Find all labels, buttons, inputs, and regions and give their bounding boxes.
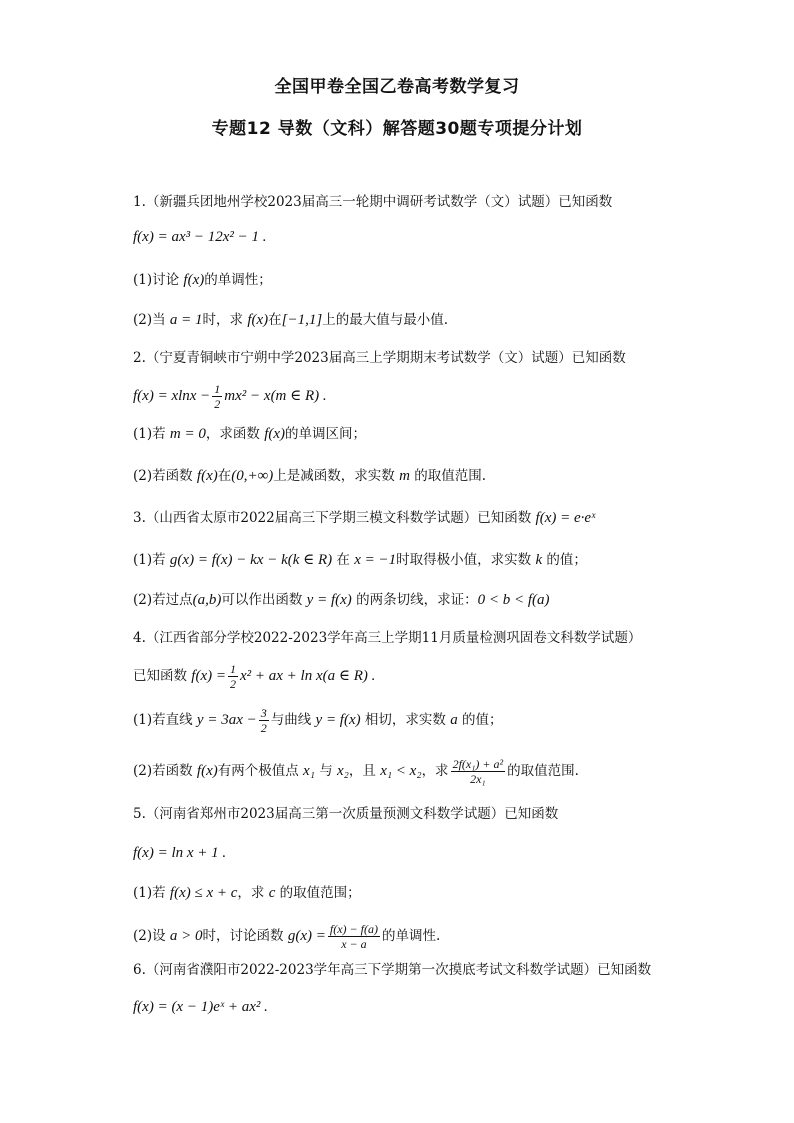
q5-part2: (2)设 a > 0时，讨论函数 g(x) = $\frac{f(x) - f(a)}{x - a}$ 的单调性. bbox=[133, 922, 441, 951]
q4-source: 4.（江西省部分学校2022-2023学年高三上学期11月质量检测巩固卷文科数学试题） bbox=[133, 630, 642, 646]
q5-function: f(x) = ln x + 1 . bbox=[133, 845, 227, 861]
fraction: $\frac{f(x) - f(a)}{x - a}$ bbox=[329, 922, 378, 951]
q6-source: 6.（河南省濮阳市2022-2023学年高三下学期第一次摸底考试文科数学试题）已知函数 bbox=[133, 962, 652, 978]
fraction: $\frac{3}{2}$ bbox=[260, 706, 267, 735]
q6-function: f(x) = (x − 1)eˣ + ax² . bbox=[133, 999, 268, 1015]
q5-source: 5.（河南省郑州市2023届高三第一次质量预测文科数学试题）已知函数 bbox=[133, 806, 559, 822]
q2-source: 2.（宁夏青铜峡市宁朔中学2023届高三上学期期末考试数学（文）试题）已知函数 bbox=[133, 350, 626, 366]
fraction: $\frac{1}{2}$ bbox=[229, 662, 236, 691]
q3-source: 3.（山西省太原市2022届高三下学期三模文科数学试题）已知函数 f(x) = e·eˣ bbox=[133, 510, 596, 526]
q1-part1: (1)讨论 f(x)的单调性； bbox=[133, 272, 272, 288]
doc-title: 全国甲卷全国乙卷高考数学复习 bbox=[274, 77, 520, 97]
q1-source: 1.（新疆兵团地州学校2023届高三一轮期中调研考试数学（文）试题）已知函数 bbox=[133, 194, 613, 210]
doc-subtitle: 专题12 导数（文科）解答题30题专项提分计划 bbox=[211, 119, 583, 139]
q1-function: f(x) = ax³ − 12x² − 1 . bbox=[133, 229, 267, 245]
q2-part2: (2)若函数 f(x)在(0,+∞)上是减函数，求实数 m 的取值范围. bbox=[133, 468, 487, 484]
q4-part1: (1)若直线 y = 3ax − $\frac{3}{2}$ 与曲线 y = f(x) 相切，求实数 a 的值； bbox=[133, 706, 503, 735]
fraction: $\frac{\text{2f(x₁) + a²}}{\text{2x₁}}$ bbox=[452, 757, 504, 786]
q3-part2: (2)若过点(a,b)可以作出函数 y = f(x) 的两条切线，求证：0 < b < f(a) bbox=[133, 592, 550, 608]
q5-part1: (1)若 f(x) ≤ x + c，求 c 的取值范围； bbox=[133, 885, 361, 901]
q2-part1: (1)若 m = 0，求函数 f(x)的单调区间； bbox=[133, 426, 367, 442]
q1-part2: (2)当 a = 1时，求 f(x)在[−1,1]上的最大值与最小值. bbox=[133, 312, 449, 328]
q3-part1: (1)若 g(x) = f(x) − kx − k(k ∈ R) 在 x = −1时取得极小值，求实数 k 的值； bbox=[133, 552, 587, 568]
q4-part2: (2)若函数 f(x)有两个极值点 x₁ 与 x₂，且 x₁ < x₂，求 $\frac{\text{2f(x₁) + a²}}{\text{2x₁}}$ 的取值范围. bbox=[133, 757, 579, 786]
q2-function: f(x) = xlnx − $\frac{1}{2}$ mx² − x(m ∈ R) . bbox=[133, 382, 327, 411]
fraction: $\frac{1}{2}$ bbox=[214, 382, 221, 411]
q4-function: 已知函数 f(x) = $\frac{1}{2}$ x² + ax + ln x(a ∈ R) . bbox=[133, 662, 376, 691]
